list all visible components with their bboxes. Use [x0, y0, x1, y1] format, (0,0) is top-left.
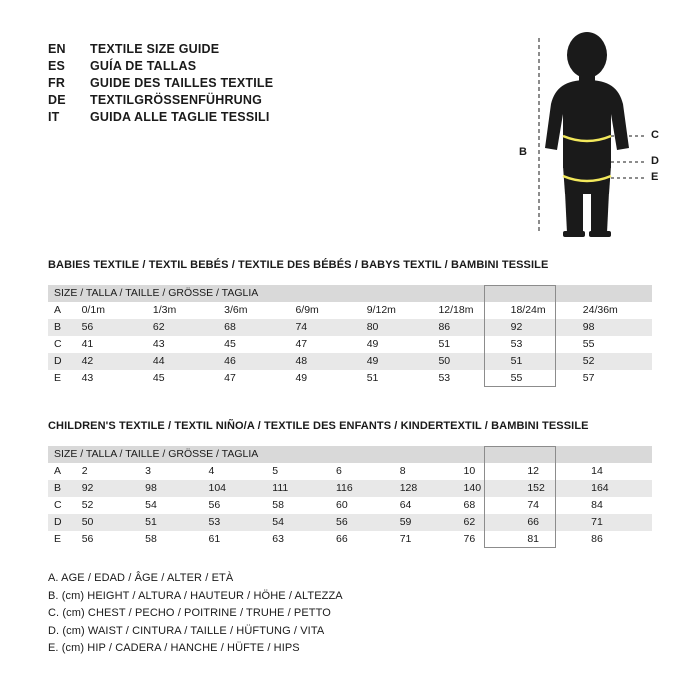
babies-size-table: [48, 285, 652, 387]
babies-section-title: BABIES TEXTILE / TEXTIL BEBÉS / TEXTILE DES BÉBÉS / BABYS TEXTIL / BAMBINI TESSILE: [48, 259, 549, 271]
cell: 63: [269, 531, 333, 548]
figure-label-e: E: [651, 171, 659, 183]
table-row: [48, 514, 652, 531]
cell: 53: [206, 514, 270, 531]
row-label: E: [48, 370, 79, 387]
cell: 74: [292, 319, 363, 336]
cell: 98: [142, 480, 205, 497]
row-label: E: [48, 531, 79, 548]
title-row-it: [48, 110, 348, 124]
lang-text-it: GUIDA ALLE TAGLIE TESSILI: [90, 110, 270, 124]
cell: 59: [397, 514, 461, 531]
cell: 42: [79, 353, 150, 370]
lang-text-fr: GUIDE DES TAILLES TEXTILE: [90, 76, 274, 90]
lang-code-it: IT: [48, 110, 60, 124]
cell: 49: [364, 353, 436, 370]
cell: 68: [461, 497, 525, 514]
cell: 84: [588, 497, 652, 514]
cell: 52: [79, 497, 142, 514]
lang-code-fr: FR: [48, 76, 66, 90]
cell: 56: [79, 319, 150, 336]
table-header-row: [48, 285, 652, 302]
cell: 152: [524, 480, 588, 497]
table-row: [48, 463, 652, 480]
cell: 10: [461, 463, 525, 480]
title-row-fr: [48, 76, 348, 90]
table-row: [48, 336, 652, 353]
row-label: C: [48, 336, 79, 353]
cell: 51: [142, 514, 205, 531]
row-label: D: [48, 353, 79, 370]
table-row: [48, 370, 652, 387]
cell: 41: [79, 336, 150, 353]
cell: 81: [524, 531, 588, 548]
cell: 47: [292, 336, 363, 353]
cell: 66: [333, 531, 397, 548]
cell: 55: [580, 336, 652, 353]
figure-label-c: C: [651, 129, 659, 141]
cell: 116: [333, 480, 397, 497]
cell: 51: [435, 336, 507, 353]
cell: 43: [79, 370, 150, 387]
cell: 92: [508, 319, 580, 336]
silhouette-icon: [505, 28, 675, 243]
title-row-de: [48, 93, 348, 107]
cell: 54: [142, 497, 205, 514]
cell: 14: [588, 463, 652, 480]
cell: 48: [292, 353, 363, 370]
cell: 58: [142, 531, 205, 548]
cell: 56: [206, 497, 270, 514]
row-label: B: [48, 480, 79, 497]
cell: 46: [221, 353, 292, 370]
cell: 45: [150, 370, 221, 387]
children-size-table: [48, 446, 652, 548]
table-row: [48, 353, 652, 370]
cell: 3: [142, 463, 205, 480]
row-label: C: [48, 497, 79, 514]
cell: 74: [524, 497, 588, 514]
cell: 51: [364, 370, 436, 387]
lang-code-de: DE: [48, 93, 66, 107]
cell: 128: [397, 480, 461, 497]
title-row-en: [48, 42, 348, 56]
cell: 57: [580, 370, 652, 387]
legend-item-a: A. AGE / EDAD / ÂGE / ALTER / ETÀ: [48, 572, 234, 584]
legend-item-b: B. (cm) HEIGHT / ALTURA / HAUTEUR / HÖHE / ALTEZZA: [48, 589, 343, 602]
cell: 6: [333, 463, 397, 480]
cell: 86: [435, 319, 507, 336]
cell: 56: [79, 531, 142, 548]
row-label: A: [48, 302, 79, 319]
title-row-es: [48, 59, 348, 73]
table-row: [48, 319, 652, 336]
children-header-label: SIZE / TALLA / TAILLE / GRÖSSE / TAGLIA: [48, 446, 652, 463]
row-label: D: [48, 514, 79, 531]
cell: 53: [508, 336, 580, 353]
cell: 6/9m: [292, 302, 363, 319]
table-row: [48, 497, 652, 514]
cell: 98: [580, 319, 652, 336]
children-section-title: CHILDREN'S TEXTILE / TEXTIL NIÑO/A / TEXTILE DES ENFANTS / KINDERTEXTIL / BAMBINI TESSILE: [48, 420, 589, 432]
lang-text-es: GUÍA DE TALLAS: [90, 59, 197, 73]
cell: 49: [364, 336, 436, 353]
cell: 104: [206, 480, 270, 497]
cell: 111: [269, 480, 333, 497]
cell: 1/3m: [150, 302, 221, 319]
cell: 56: [333, 514, 397, 531]
cell: 47: [221, 370, 292, 387]
cell: 45: [221, 336, 292, 353]
cell: 71: [397, 531, 461, 548]
lang-text-en: TEXTILE SIZE GUIDE: [90, 42, 220, 56]
cell: 66: [524, 514, 588, 531]
legend: [48, 570, 468, 658]
cell: 92: [79, 480, 142, 497]
cell: 71: [588, 514, 652, 531]
cell: 54: [269, 514, 333, 531]
lang-text-de: TEXTILGRÖSSENFÜHRUNG: [90, 93, 263, 107]
cell: 76: [461, 531, 525, 548]
cell: 50: [79, 514, 142, 531]
cell: 52: [580, 353, 652, 370]
cell: 44: [150, 353, 221, 370]
cell: 164: [588, 480, 652, 497]
cell: 68: [221, 319, 292, 336]
cell: 80: [364, 319, 436, 336]
cell: 140: [461, 480, 525, 497]
table-header-row: [48, 446, 652, 463]
table-row: [48, 302, 652, 319]
figure-label-d: D: [651, 155, 659, 167]
legend-item-c: C. (cm) CHEST / PECHO / POITRINE / TRUHE / PETTO: [48, 607, 331, 619]
figure-label-b: B: [519, 146, 527, 158]
lang-code-es: ES: [48, 59, 66, 73]
cell: 43: [150, 336, 221, 353]
table-row: [48, 480, 652, 497]
cell: 3/6m: [221, 302, 292, 319]
cell: 53: [435, 370, 507, 387]
cell: 2: [79, 463, 142, 480]
cell: 49: [292, 370, 363, 387]
cell: 0/1m: [79, 302, 150, 319]
lang-code-en: EN: [48, 42, 66, 56]
cell: 86: [588, 531, 652, 548]
cell: 8: [397, 463, 461, 480]
body-measurement-figure: [505, 28, 675, 243]
cell: 64: [397, 497, 461, 514]
cell: 24/36m: [580, 302, 652, 319]
header-titles: [48, 42, 348, 127]
cell: 5: [269, 463, 333, 480]
cell: 60: [333, 497, 397, 514]
cell: 12/18m: [435, 302, 507, 319]
legend-item-e: E. (cm) HIP / CADERA / HANCHE / HÜFTE / HIPS: [48, 642, 300, 654]
cell: 4: [206, 463, 270, 480]
row-label: A: [48, 463, 79, 480]
babies-header-label: SIZE / TALLA / TAILLE / GRÖSSE / TAGLIA: [48, 285, 652, 302]
cell: 61: [206, 531, 270, 548]
cell: 18/24m: [508, 302, 580, 319]
legend-item-d: D. (cm) WAIST / CINTURA / TAILLE / HÜFTUNG / VITA: [48, 624, 325, 637]
cell: 12: [524, 463, 588, 480]
cell: 9/12m: [364, 302, 436, 319]
cell: 62: [461, 514, 525, 531]
row-label: B: [48, 319, 79, 336]
cell: 58: [269, 497, 333, 514]
cell: 55: [508, 370, 580, 387]
cell: 62: [150, 319, 221, 336]
table-row: [48, 531, 652, 548]
cell: 51: [508, 353, 580, 370]
cell: 50: [435, 353, 507, 370]
